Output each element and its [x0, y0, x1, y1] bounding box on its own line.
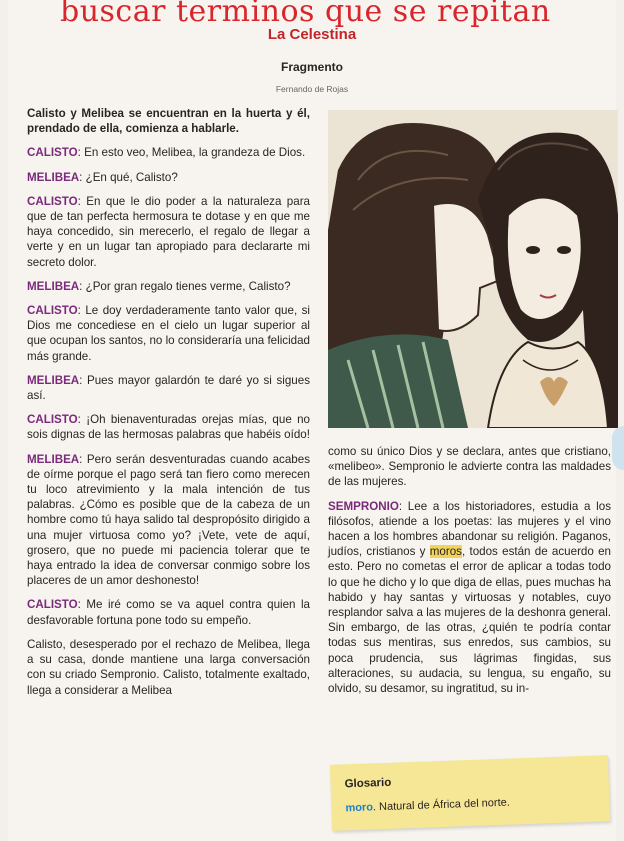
dialogue-text: : Pues mayor galardón te daré yo si sigues así. [27, 373, 310, 403]
page-title: La Celestina [267, 26, 357, 43]
speaker-name: MELIBEA [27, 170, 80, 184]
glossary-entry [345, 797, 510, 815]
dialogue-line [27, 145, 310, 160]
dialogue-line [328, 499, 611, 697]
illustration-drawing [328, 110, 618, 428]
speaker-name: MELIBEA [27, 373, 80, 387]
dialogue-line [27, 452, 310, 589]
page-subtitle: Fragmento [280, 60, 343, 74]
dialogue-line [27, 194, 310, 270]
dialogue-text: : Me iré como se va aquel contra quien la desfavorable fortuna pone todo su empeño. [27, 598, 310, 627]
dialogue-text: : ¡Oh bienaventuradas orejas mías, que no sois dignas de las hermosas palabras que habéis oído! [27, 413, 310, 442]
dialogue-text: : ¿Por gran regalo tienes verme, Calisto? [79, 279, 291, 293]
speaker-name: CALISTO [27, 194, 78, 208]
right-column [328, 444, 611, 705]
continuation-paragraph: como su único Dios y se declara, antes que cristiano, «melibeo». Sempronio le advierte contra las maldades de las mujeres. [328, 445, 611, 489]
dialogue-line [27, 373, 310, 403]
speaker-name: MELIBEA [27, 452, 80, 466]
author-name: Fernando de Rojas [275, 84, 349, 94]
dialogue-text: : En que le dio poder a la naturaleza para que de tan perfecta hermosura te dotase y en que me haya concedido, sin merecerlo, el regalo de llegar a verte y en un lugar tan apropiado para declararte mi secreto dolor. [27, 194, 310, 269]
speaker-name: CALISTO [27, 304, 78, 318]
dialogue-line [27, 170, 310, 185]
speaker-name: CALISTO [27, 413, 78, 427]
glossary-note [330, 755, 610, 831]
speaker-name: SEMPRONIO [328, 499, 399, 513]
dialogue-line [27, 412, 310, 442]
handwritten-annotation: buscar terminos que se repitan [60, 0, 551, 29]
page-edge-tab [612, 426, 624, 470]
left-column [27, 106, 310, 707]
dialogue-text: : ¿En qué, Calisto? [79, 170, 178, 184]
speaker-name: MELIBEA [27, 279, 80, 293]
glossary-definition: . Natural de África del norte. [372, 796, 511, 814]
dialogue-line [27, 279, 310, 294]
speaker-name: CALISTO [27, 146, 78, 160]
highlighted-word: moros [429, 545, 462, 559]
dialogue-line [27, 303, 310, 364]
closing-paragraph: Calisto, desesperado por el rechazo de Melibea, llega a su casa, donde mantiene una larga conversación con su criado Sempronio. Calisto, totalmente exaltado, llega a considerar a Melibea [27, 637, 310, 697]
dialogue-text: : Le doy verdaderamente tanto valor que, si Dios me concediese en el cielo un lugar superior al que ocupan los santos, no lo consideraría una felicidad más grande. [27, 304, 310, 363]
dialogue-text: : En esto veo, Melibea, la grandeza de Dios. [77, 146, 306, 160]
calisto-melibea-illustration [328, 110, 618, 428]
dialogue-line [27, 597, 310, 627]
speaker-name: CALISTO [27, 598, 78, 612]
dialogue-text: : Pero serán desventuradas cuando acabes de oírme porque el pago será tan fiero como merecen tu loco atrevimiento y la mala intención de tus palabras. ¿Cómo es posible que de la cabeza de un hombre como tú haya salido tal despropósito dirigido a una mujer virtuosa como yo? ¡Vete, vete de aquí, grosero, que no puede mi paciencia tolerar que te haya entrado la idea de conversar conmigo sobre los placeres de un amor deshonesto! [27, 452, 310, 588]
glossary-term: moro [345, 801, 374, 815]
intro-paragraph: Calisto y Melibea se encuentran en la huerta y él, prendado de ella, comienza a hablarle. [27, 107, 310, 136]
glossary-title: Glosario [344, 776, 392, 791]
dialogue-text: : Lee a los historiadores, estudia a los filósofos, atiende a los poetas: las mujeres y el vino hacen a los hombres abandonar su religión. Paganos, judíos, cristianos y [328, 499, 611, 559]
dialogue-text: , todos están de acuerdo en esto. Pero no cometas el error de aplicar a todas todo lo que he dicho y lo que diga de ellas, pues muchas ha habido y hay santas y virtuosas y notables, cuyo resplandor salva a las mujeres de la deshonra general. Sin embargo, de las otras, ¿quién te podría contar todas sus mentiras, sus enredos, sus cambios, su poca prudencia, sus lágrimas fingidas, sus alteraciones, su audacia, su lengua, su engaño, su olvido, su desamor, su ingratitud, su in- [328, 545, 611, 696]
